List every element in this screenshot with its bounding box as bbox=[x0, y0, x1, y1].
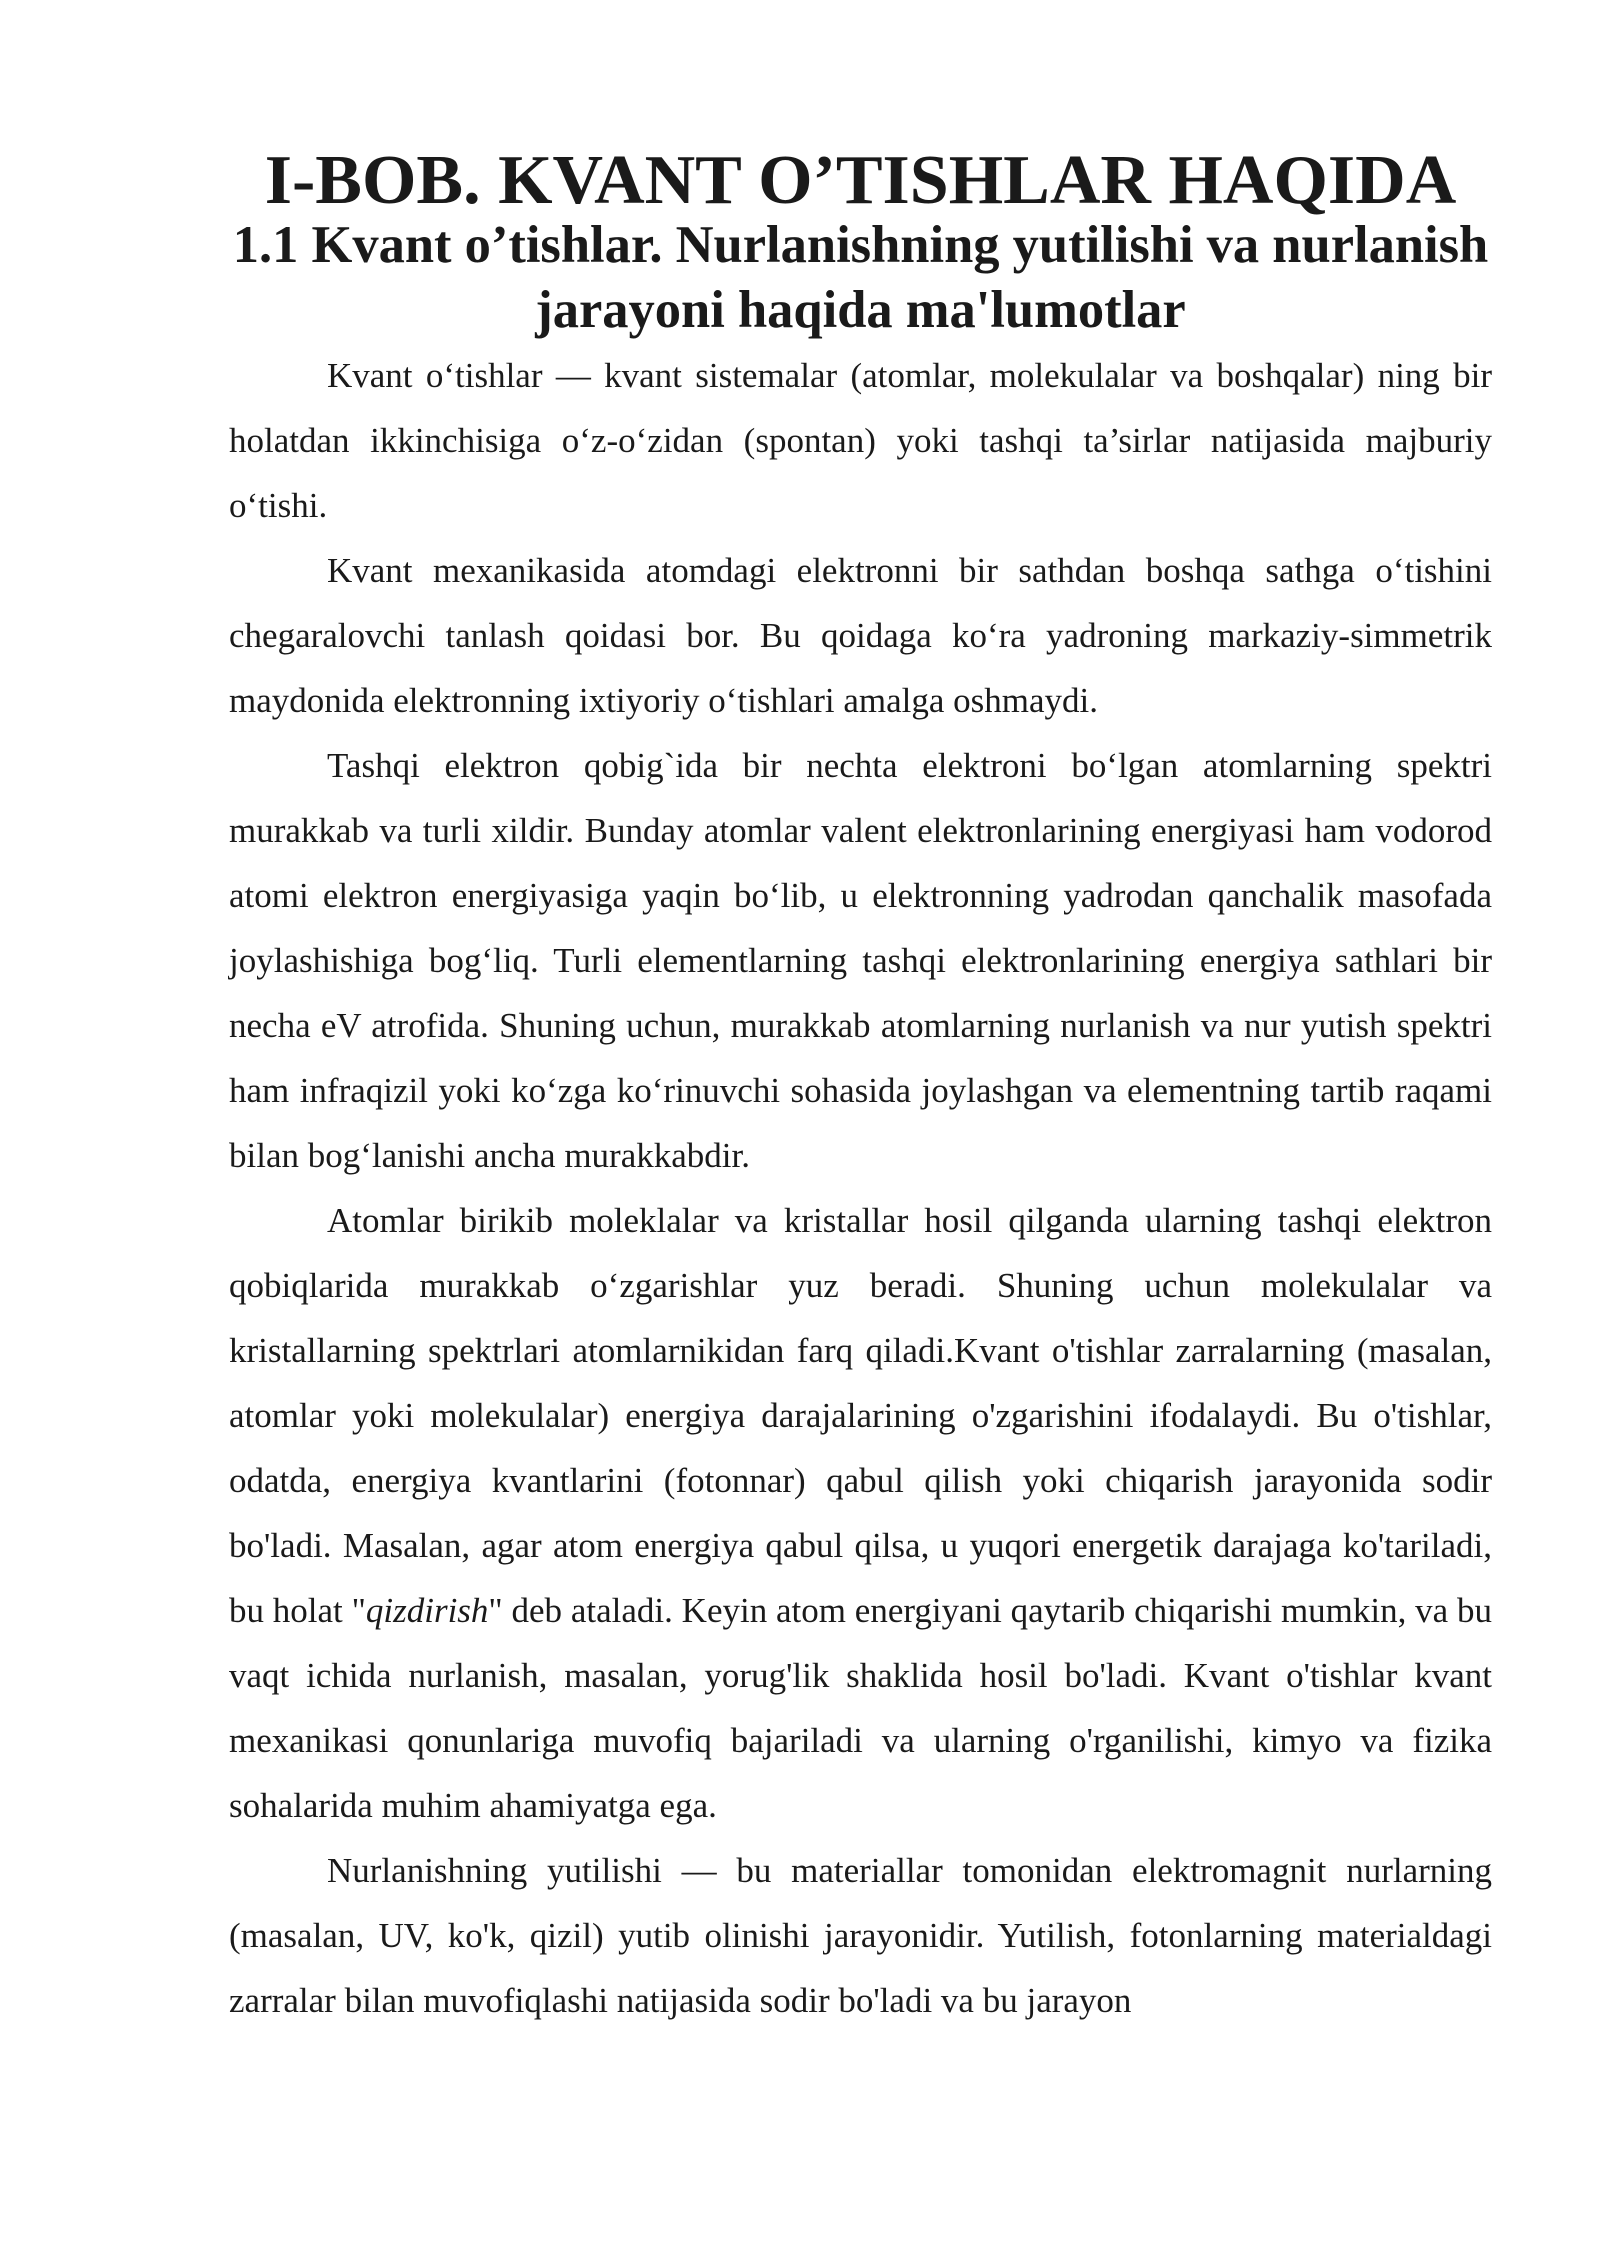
paragraph-text-part: Atomlar birikib moleklalar va kristallar hosil qilganda ularning tashqi elektron qobiqlarida murakkab o‘zgarishlar yuz beradi. Shuning uchun molekulalar va kristallarning spektrlari atomlarnikidan farq qiladi.Kvant o'tishlar zarralarning (masalan, atomlar yoki molekulalar) energiya darajalarining o'zgarishini ifodalaydi. Bu o'tishlar, odatda, energiya kvantlarini (fotonnar) qabul qilish yoki chiqarish jarayonida sodir bo'ladi. Masalan, agar atom energiya qabul qilsa, u yuqori energetik darajaga ko'tariladi, bu holat " bbox=[229, 1201, 1492, 1630]
paragraph-kvant-otishlar-definition: Kvant o‘tishlar — kvant sistemalar (atomlar, molekulalar va boshqalar) ning bir holatdan ikkinchisiga o‘z-o‘zidan (spontan) yoki tashqi ta’sirlar natijasida majburiy o‘tishi. bbox=[229, 356, 1492, 525]
italic-term: qizdirish bbox=[365, 1591, 489, 1630]
paragraph-molecules-crystals bbox=[229, 1188, 1492, 1838]
section-title: 1.1 Kvant o’tishlar. Nurlanishning yutilishi va nurlanish jarayoni haqida ma'lumotlar bbox=[232, 216, 1489, 339]
paragraph-text-part: " deb ataladi. Keyin atom energiyani qaytarib chiqarishi mumkin, va bu vaqt ichida nurlanish, masalan, yorug'lik shaklida hosil bo'ladi. Kvant o'tishlar kvant mexanikasi qonunlariga muvofiq bajariladi va ularning o'rganilishi, kimyo va fizika sohalarida muhim ahamiyatga ega. bbox=[229, 1591, 1492, 1825]
paragraph-absorption: Nurlanishning yutilishi — bu materiallar tomonidan elektromagnit nurlarning (masalan, UV, ko'k, qizil) yutib olinishi jarayonidir. Yutilish, fotonlarning materialdagi zarralar bilan muvofiqlashi natijasida sodir bo'ladi va bu jarayon bbox=[229, 1851, 1492, 2020]
chapter-title: I-BOB. KVANT O’TISHLAR HAQIDA bbox=[264, 142, 1457, 219]
paragraph-selection-rule: Kvant mexanikasida atomdagi elektronni bir sathdan boshqa sathga o‘tishini chegaralovchi tanlash qoidasi bor. Bu qoidaga ko‘ra yadroning markaziy-simmetrik maydonida elektronning ixtiyoriy o‘tishlari amalga oshmaydi. bbox=[229, 551, 1492, 720]
document-page bbox=[229, 142, 1492, 2033]
paragraph-complex-atom-spectra: Tashqi elektron qobig`ida bir nechta elektroni bo‘lgan atomlarning spektri murakkab va turli xildir. Bunday atomlar valent elektronlarining energiyasi ham vodorod atomi elektron energiyasiga yaqin bo‘lib, u elektronning yadrodan qanchalik masofada joylashishiga bog‘liq. Turli elementlarning tashqi elektronlarining energiya sathlari bir necha eV atrofida. Shuning uchun, murakkab atomlarning nurlanish va nur yutish spektri ham infraqizil yoki ko‘zga ko‘rinuvchi sohasida joylashgan va elementning tartib raqami bilan bog‘lanishi ancha murakkabdir. bbox=[229, 746, 1492, 1175]
